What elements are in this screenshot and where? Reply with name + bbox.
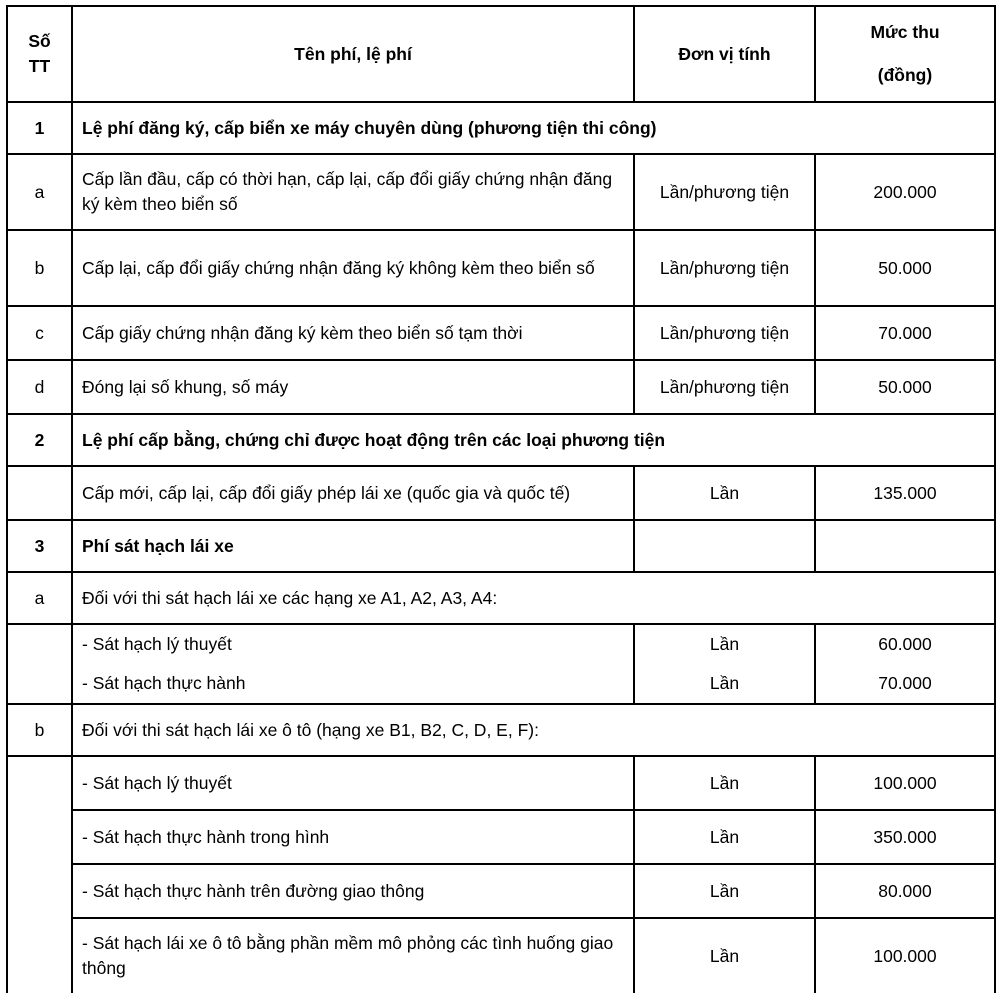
row-unit: Lần [634, 466, 815, 520]
row-stt: 1 [7, 102, 72, 154]
header-cell-name: Tên phí, lệ phí [72, 6, 634, 102]
table-header-row [7, 6, 995, 102]
table-row [7, 414, 995, 466]
table-row [7, 520, 995, 572]
table-row [7, 572, 995, 624]
row-name-line-2: - Sát hạch thực hành [82, 673, 246, 693]
row-amount-line-2: 70.000 [878, 673, 932, 693]
table-row [7, 704, 995, 756]
table-row [7, 624, 995, 704]
row-stt: 2 [7, 414, 72, 466]
row-name: - Sát hạch thực hành trên đường giao thông [72, 864, 634, 918]
row-stt [7, 624, 72, 704]
row-amount: 200.000 [815, 154, 995, 230]
row-amount: 70.000 [815, 306, 995, 360]
row-name: Lệ phí cấp bằng, chứng chỉ được hoạt động trên các loại phương tiện [72, 414, 995, 466]
table-row [7, 756, 995, 810]
row-stt: 3 [7, 520, 72, 572]
table-row [7, 154, 995, 230]
row-name [72, 624, 634, 704]
row-name: - Sát hạch lái xe ô tô bằng phần mềm mô phỏng các tình huống giao thông [72, 918, 634, 993]
row-name: Đóng lại số khung, số máy [72, 360, 634, 414]
row-stt: a [7, 154, 72, 230]
row-name: Cấp mới, cấp lại, cấp đổi giấy phép lái xe (quốc gia và quốc tế) [72, 466, 634, 520]
row-amount: 350.000 [815, 810, 995, 864]
table-row [7, 306, 995, 360]
row-stt [7, 756, 72, 993]
row-name: - Sát hạch lý thuyết [72, 756, 634, 810]
row-name: Đối với thi sát hạch lái xe các hạng xe A1, A2, A3, A4: [72, 572, 995, 624]
row-stt [7, 466, 72, 520]
row-unit-line-2: Lần [709, 673, 740, 693]
row-name: Cấp lần đầu, cấp có thời hạn, cấp lại, cấp đổi giấy chứng nhận đăng ký kèm theo biển số [72, 154, 634, 230]
row-name: Lệ phí đăng ký, cấp biển xe máy chuyên dùng (phương tiện thi công) [72, 102, 995, 154]
row-unit: Lần [634, 864, 815, 918]
row-name: Cấp giấy chứng nhận đăng ký kèm theo biển số tạm thời [72, 306, 634, 360]
row-amount: 50.000 [815, 360, 995, 414]
row-stt: d [7, 360, 72, 414]
row-amount [815, 624, 995, 704]
row-stt: b [7, 230, 72, 306]
row-unit: Lần/phương tiện [634, 154, 815, 230]
row-amount [815, 520, 995, 572]
row-amount: 100.000 [815, 918, 995, 993]
row-name: - Sát hạch thực hành trong hình [72, 810, 634, 864]
row-unit-line-1: Lần [709, 634, 740, 655]
fee-schedule-table [6, 5, 996, 993]
header-amount-title: Mức thu [870, 22, 940, 43]
row-unit: Lần/phương tiện [634, 306, 815, 360]
row-unit: Lần [634, 810, 815, 864]
row-stt: b [7, 704, 72, 756]
header-cell-stt: Số TT [7, 6, 72, 102]
row-unit: Lần [634, 756, 815, 810]
row-unit: Lần [634, 918, 815, 993]
row-amount: 80.000 [815, 864, 995, 918]
header-cell-amount [815, 6, 995, 102]
row-stt: c [7, 306, 72, 360]
table-row [7, 466, 995, 520]
row-amount: 135.000 [815, 466, 995, 520]
row-amount-line-1: 60.000 [878, 634, 932, 655]
row-name: Đối với thi sát hạch lái xe ô tô (hạng xe B1, B2, C, D, E, F): [72, 704, 995, 756]
table-row [7, 864, 995, 918]
row-amount: 50.000 [815, 230, 995, 306]
row-name: Phí sát hạch lái xe [72, 520, 634, 572]
row-amount: 100.000 [815, 756, 995, 810]
row-stt: a [7, 572, 72, 624]
row-unit [634, 520, 815, 572]
row-name: Cấp lại, cấp đổi giấy chứng nhận đăng ký không kèm theo biển số [72, 230, 634, 306]
header-cell-unit: Đơn vị tính [634, 6, 815, 102]
table-row [7, 230, 995, 306]
table-row [7, 102, 995, 154]
row-unit: Lần/phương tiện [634, 230, 815, 306]
table-row [7, 918, 995, 993]
table-row [7, 810, 995, 864]
row-name-line-1: - Sát hạch lý thuyết [82, 634, 232, 655]
table-row [7, 360, 995, 414]
header-amount-currency: (đồng) [877, 65, 933, 85]
row-unit: Lần/phương tiện [634, 360, 815, 414]
row-unit [634, 624, 815, 704]
